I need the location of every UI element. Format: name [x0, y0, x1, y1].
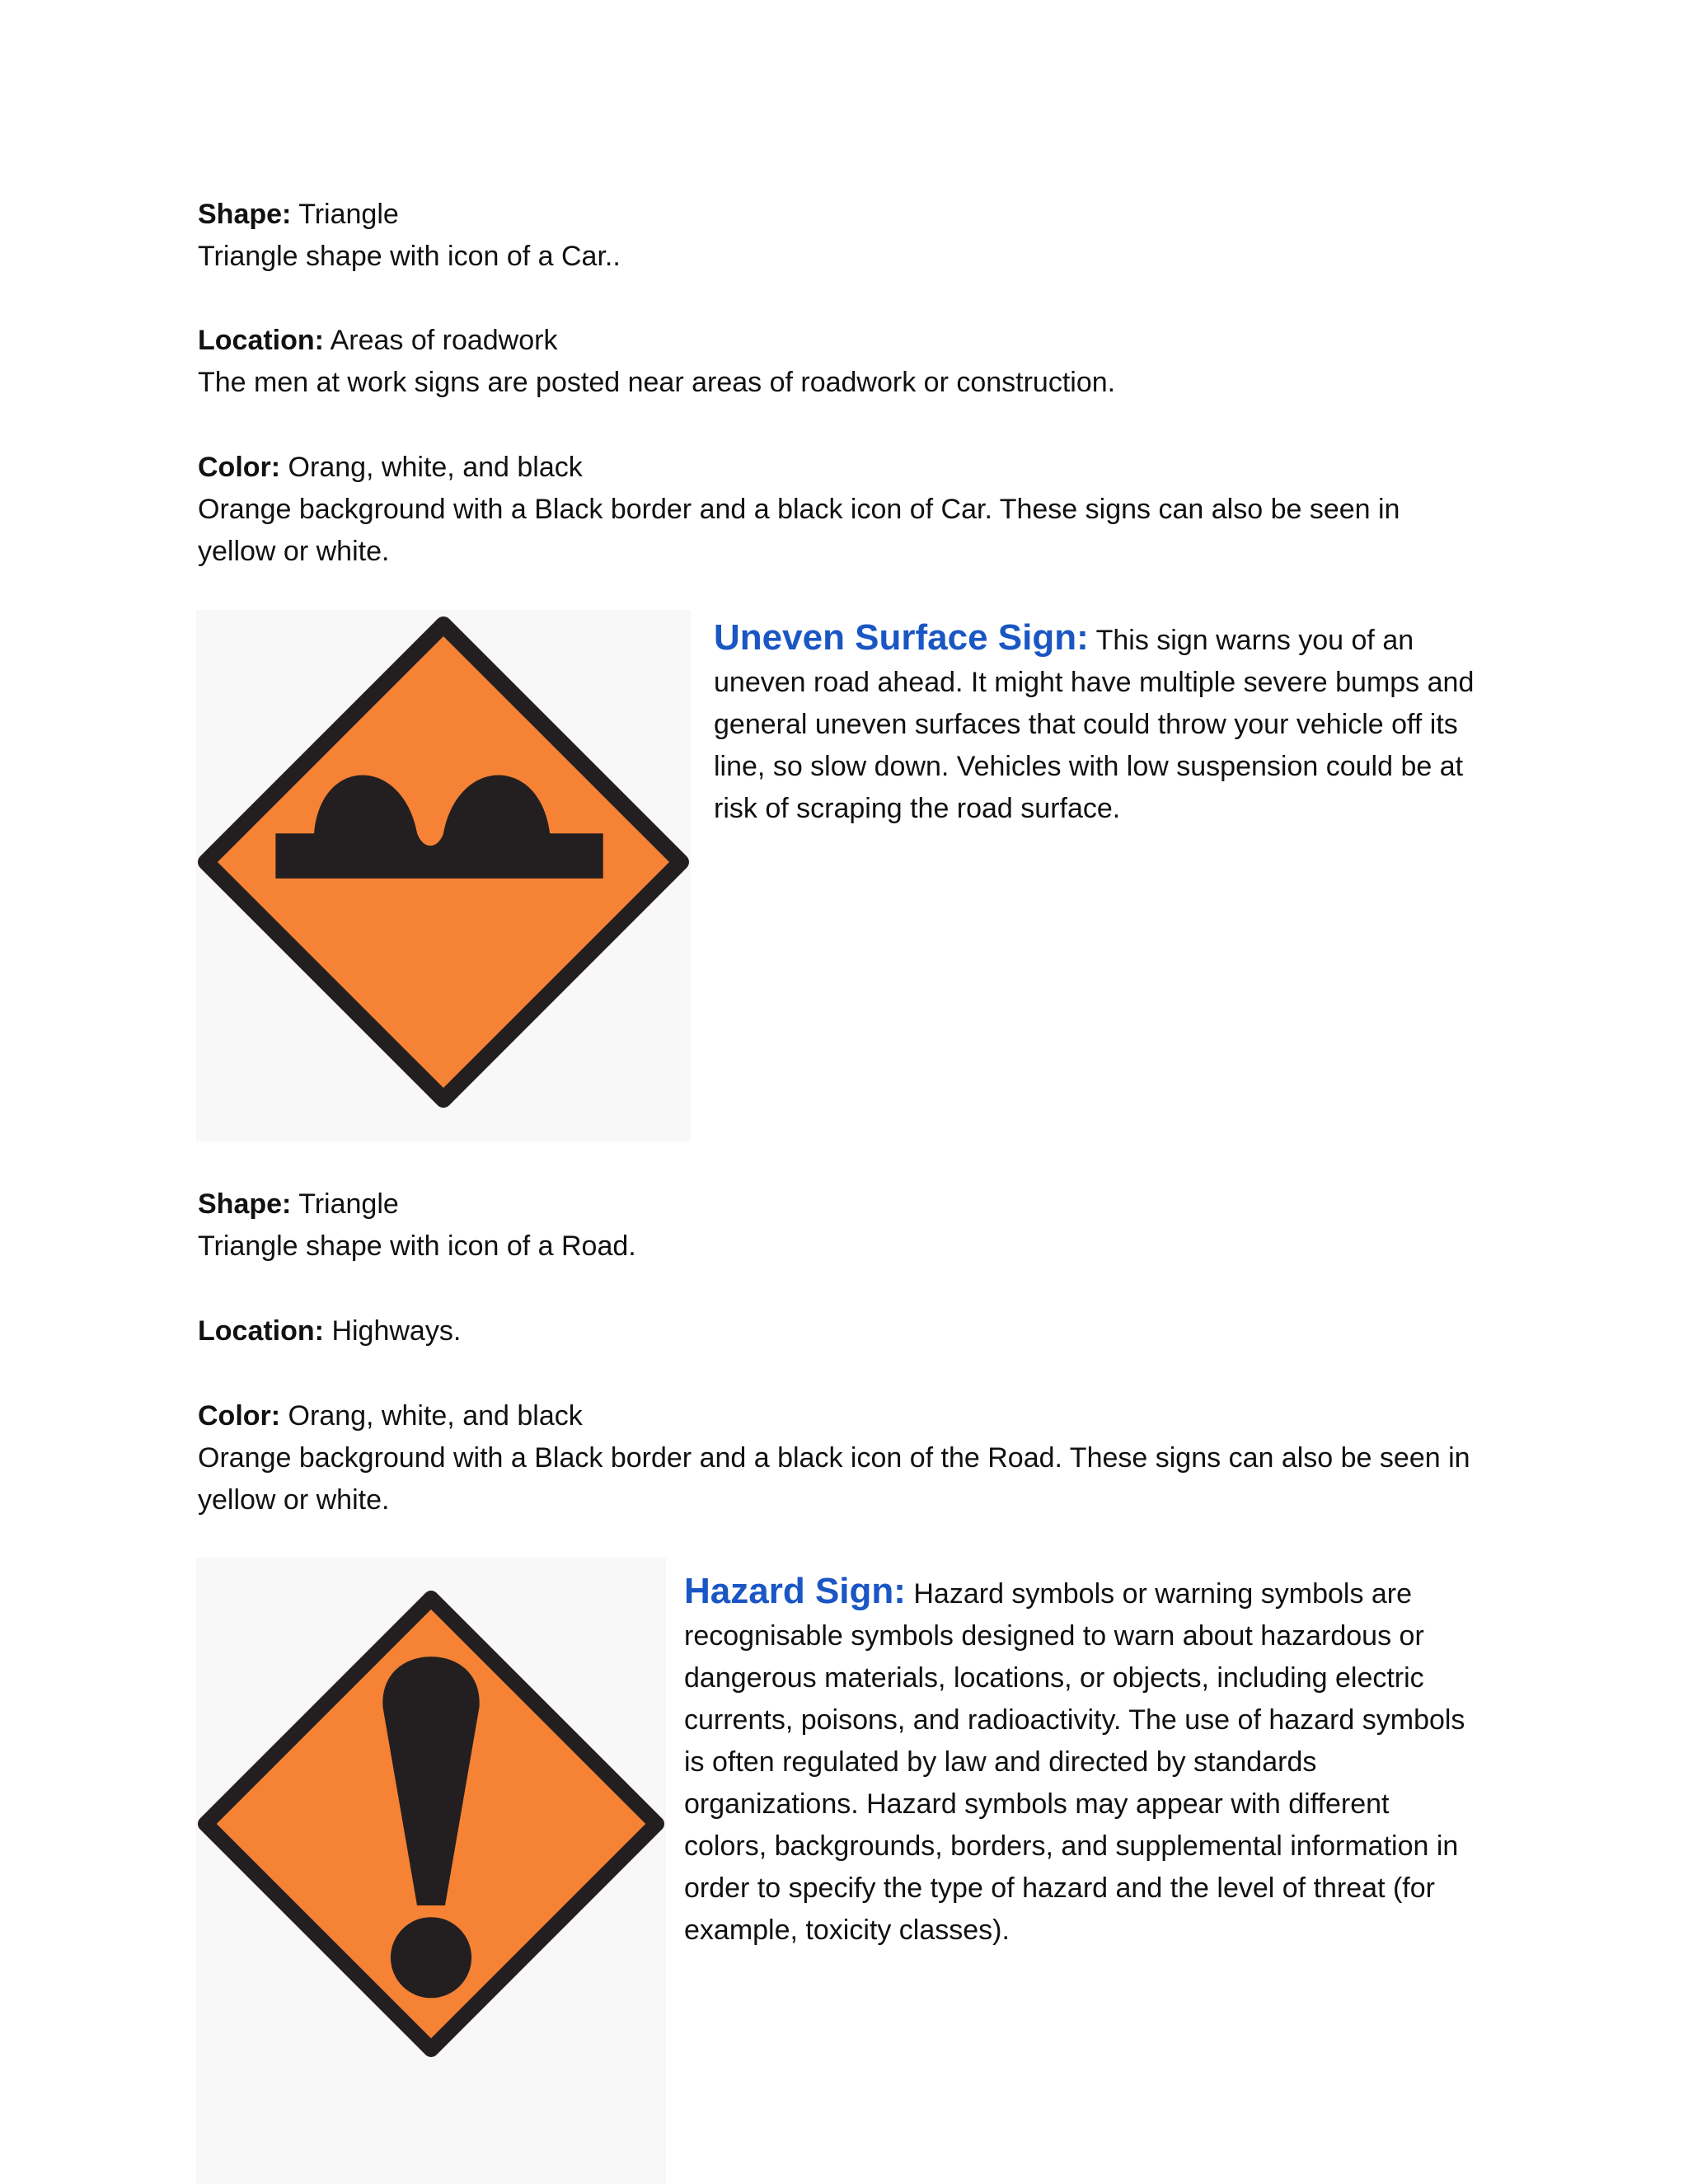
color-label: Color:	[198, 1400, 281, 1432]
uneven-surface-sign-icon	[198, 616, 689, 1108]
location-label: Location:	[198, 1315, 324, 1347]
section2-shape-line	[198, 1183, 399, 1226]
section1-location-line	[198, 320, 557, 362]
shape-label: Shape:	[198, 199, 292, 230]
section1-shape-line	[198, 194, 399, 236]
location-label: Location:	[198, 325, 324, 356]
shape-value: Triangle	[298, 199, 399, 230]
shape-label: Shape:	[198, 1188, 292, 1220]
location-value: Areas of roadwork	[330, 325, 558, 356]
hazard-sign-title: Hazard Sign:	[684, 1571, 906, 1611]
section1-location-desc: The men at work signs are posted near areas of roadwork or construction.	[198, 367, 1116, 398]
shape-value: Triangle	[298, 1188, 399, 1220]
color-value: Orang, white, and black	[288, 452, 583, 483]
hazard-exclamation-sign-icon	[198, 1591, 664, 2057]
hazard-sign-description	[684, 1570, 1475, 1952]
color-value: Orang, white, and black	[288, 1400, 583, 1432]
section2-color-line	[198, 1395, 583, 1437]
color-label: Color:	[198, 452, 281, 483]
uneven-sign-title: Uneven Surface Sign:	[714, 617, 1089, 658]
location-value: Highways.	[331, 1315, 462, 1347]
section1-color-line	[198, 447, 583, 489]
section1-shape-desc: Triangle shape with icon of a Car..	[198, 241, 621, 272]
section2-color-desc: Orange background with a Black border and a black icon of the Road. These signs can also be seen in yellow or white.	[198, 1442, 1470, 1516]
uneven-sign-text: This sign warns you of an uneven road ahead. It might have multiple severe bumps and general uneven surfaces that could throw your vehicle off its line, so slow down. Vehicles with low suspension could be at risk of scraping the road surface.	[714, 625, 1475, 824]
section2-location-line	[198, 1310, 461, 1352]
hazard-sign-text: Hazard symbols or warning symbols are recognisable symbols designed to warn about hazardous or dangerous materials, locations, or objects, including electric currents, poisons, and radioactivity. The use of hazard symbols is often regulated by law and directed by standards organizations. Hazard symbols may appear with different colors, backgrounds, borders, and supplemental information in order to specify the type of hazard and the level of threat (for example, toxicity classes).	[684, 1578, 1465, 1946]
section2-shape-desc: Triangle shape with icon of a Road.	[198, 1230, 636, 1262]
section1-color-desc: Orange background with a Black border and a black icon of Car. These signs can also be seen in yellow or white.	[198, 494, 1400, 567]
uneven-sign-description	[714, 616, 1489, 830]
